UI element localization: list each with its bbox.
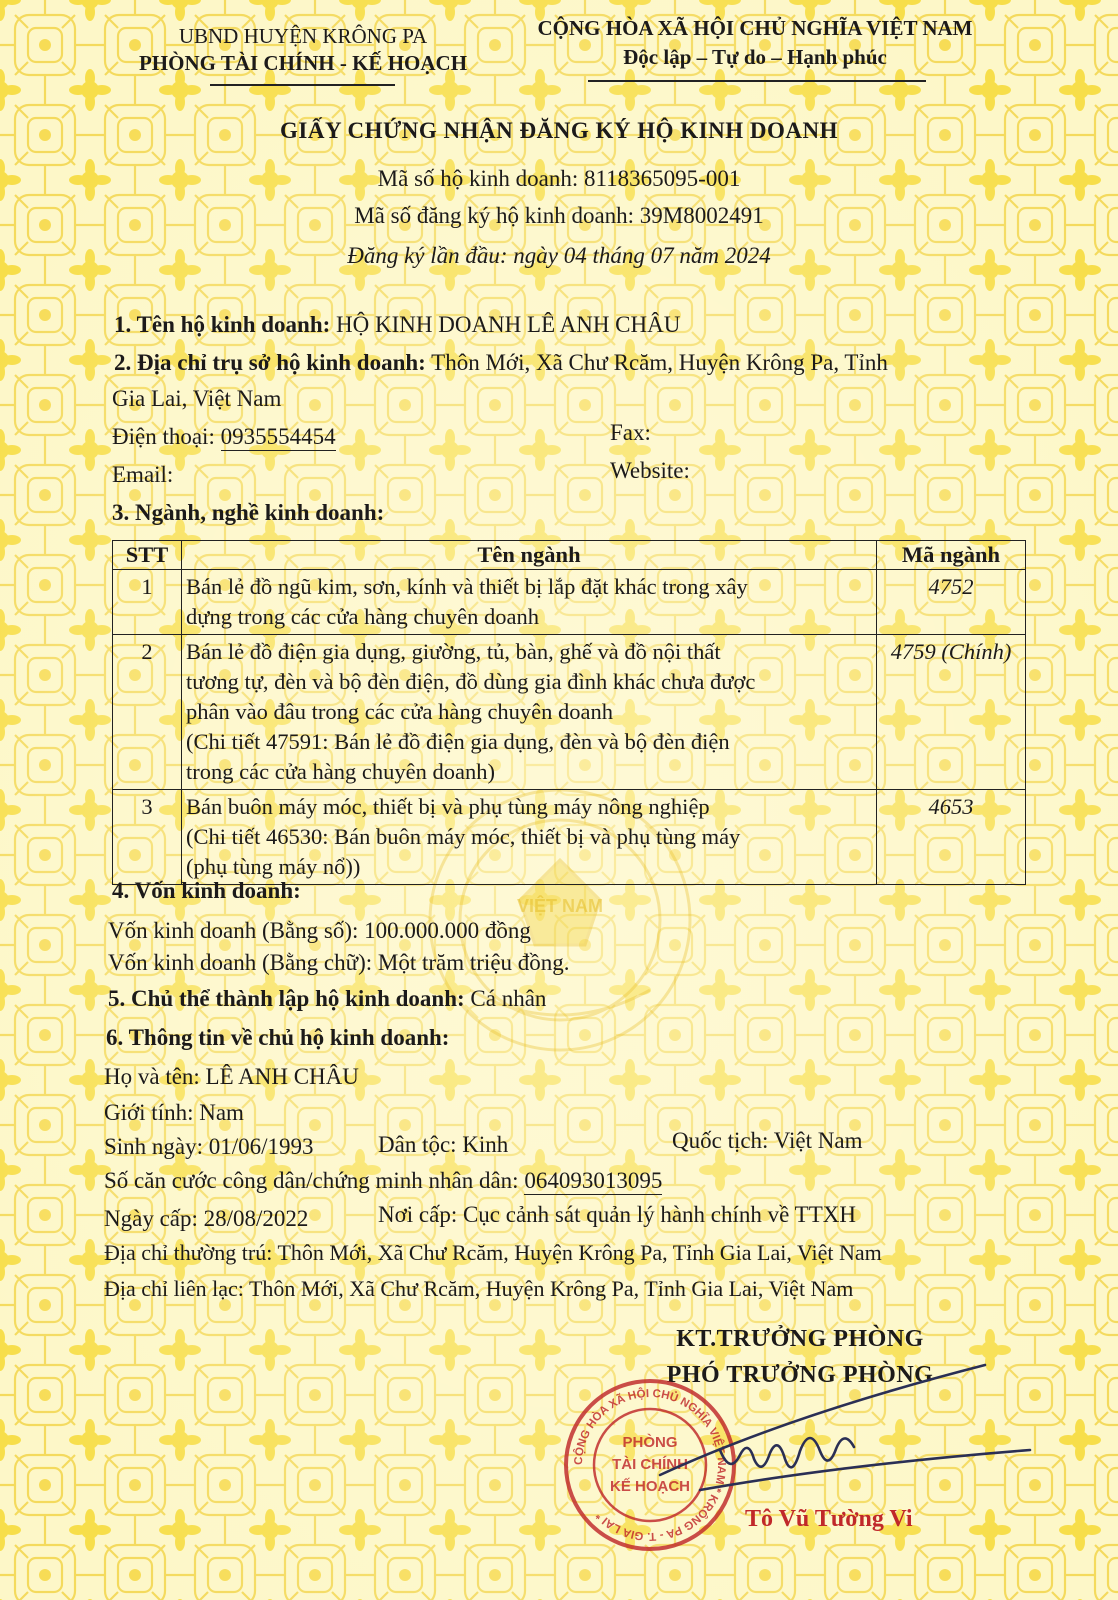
business-name-row [114,312,680,338]
row-name-line: Bán lẻ đồ điện gia dụng, giường, tủ, bàn, ghế và đồ nội thất [186,639,721,664]
row-code: 4752 [877,570,1026,635]
founder-type-value: Cá nhân [470,986,547,1011]
signer-title-2: PHÓ TRƯỞNG PHÒNG [666,1362,934,1388]
issuer-department: PHÒNG TÀI CHÍNH - KẾ HOẠCH [138,51,468,75]
table-row [113,790,1026,885]
address-label: 2. Địa chỉ trụ sở hộ kinh doanh: [114,350,426,375]
address-row [114,350,888,376]
website-label: Website: [610,458,690,483]
row-name [182,635,877,790]
row-code: 4759 (Chính) [877,635,1026,790]
row-stt: 1 [113,570,182,635]
table-header-row [113,541,1026,570]
owner-id-value: 064093013095 [524,1168,663,1193]
signer-title-1: KT.TRƯỞNG PHÒNG [676,1326,924,1352]
owner-dob: Sinh ngày: 01/06/1993 [104,1134,314,1159]
capital-heading: 4. Vốn kinh doanh: [112,878,301,903]
col-code: Mã ngành [877,541,1026,570]
registration-code: Mã số đăng ký hộ kinh doanh: 39M8002491 [354,203,764,228]
row-name [182,790,877,885]
first-registration-date: Đăng ký lần đầu: ngày 04 tháng 07 năm 2024 [347,243,771,268]
business-lines-table [112,540,1026,885]
business-name-value: HỘ KINH DOANH LÊ ANH CHÂU [336,312,681,337]
table-row [113,570,1026,635]
nation-motto: Độc lập – Tự do – Hạnh phúc [623,45,887,69]
address-value-line1: Thôn Mới, Xã Chư Rcăm, Huyện Krông Pa, Tỉnh [431,350,888,375]
issuer-org [118,24,488,76]
row-stt: 3 [113,790,182,885]
stamp-line-3: KẾ HOẠCH [609,1478,691,1495]
stamp-line-1: PHÒNG [622,1434,678,1451]
owner-gender: Giới tính: Nam [104,1100,244,1125]
fax-label: Fax: [610,420,651,445]
owner-ethnicity: Dân tộc: Kinh [378,1132,509,1157]
owner-id-label: Số căn cước công dân/chứng minh nhân dân: [104,1168,519,1193]
business-code: Mã số hộ kinh doanh: 8118365095-001 [377,166,741,191]
phone-label: Điện thoại: [112,424,215,449]
capital-in-words: Vốn kinh doanh (Bằng chữ): Một trăm triệu đồng. [108,950,570,975]
phone-row [112,424,336,450]
table-row [113,635,1026,790]
business-name-label: 1. Tên hộ kinh doanh: [114,312,331,337]
owner-full-name: Họ và tên: LÊ ANH CHÂU [104,1064,359,1089]
row-name-line: tương tự, đèn và bộ đèn điện, đồ dùng gia đình khác chưa được [186,669,756,694]
col-name: Tên ngành [182,541,877,570]
row-name-line: dựng trong các cửa hàng chuyên doanh [186,604,540,629]
col-stt: STT [113,541,182,570]
watermark-text: VIỆT NAM [516,896,604,916]
stamp-line-2: TÀI CHÍNH [612,1456,688,1473]
owner-contact-address: Địa chỉ liên lạc: Thôn Mới, Xã Chư Rcăm, Huyện Krông Pa, Tỉnh Gia Lai, Việt Nam [104,1276,854,1301]
signer-name: Tô Vũ Tường Vi [745,1506,913,1532]
row-name-line: (Chi tiết 46530: Bán buôn máy móc, thiết bị và phụ tùng máy [186,824,741,849]
founder-type-row [108,986,546,1012]
row-name-line: (phụ tùng máy nổ)) [186,854,361,879]
row-name [182,570,877,635]
motto-underline [588,80,926,82]
issuer-district: UBND HUYỆN KRÔNG PA [178,24,428,48]
row-name-line: (Chi tiết 47591: Bán lẻ đồ điện gia dụng, đèn và bộ đèn điện [186,729,730,754]
owner-nationality: Quốc tịch: Việt Nam [672,1128,863,1153]
issuer-underline [210,84,395,86]
owner-id-row [104,1168,662,1194]
address-value-line2: Gia Lai, Việt Nam [112,386,282,411]
phone-value: 0935554454 [220,424,336,449]
nation-name: CỘNG HÒA XÃ HỘI CHỦ NGHĨA VIỆT NAM [537,16,973,40]
capital-in-numbers: Vốn kinh doanh (Bằng số): 100.000.000 đồng [108,918,531,943]
row-name-line: Bán buôn máy móc, thiết bị và phụ tùng máy nông nghiệp [186,794,710,819]
owner-id-issue-place: Nơi cấp: Cục cảnh sát quản lý hành chính về TTXH [378,1202,857,1227]
stamp-ring-text: CỘNG HÒA XÃ HỘI CHỦ NGHĨA VIỆT NAM * KRÔNG PA - T. GIA LAI * [572,1387,728,1543]
founder-type-label: 5. Chủ thể thành lập hộ kinh doanh: [108,986,465,1011]
handwritten-signature [640,1355,1040,1505]
national-motto [520,16,990,70]
row-stt: 2 [113,635,182,790]
row-name-line: Bán lẻ đồ ngũ kim, sơn, kính và thiết bị lắp đặt khác trong xây [186,574,748,599]
row-name-line: phân vào đâu trong các cửa hàng chuyên doanh [186,699,614,724]
business-lines-heading: 3. Ngành, nghề kinh doanh: [112,500,385,525]
owner-info-heading: 6. Thông tin về chủ hộ kinh doanh: [106,1025,450,1050]
email-label: Email: [112,462,174,487]
row-name-line: trong các cửa hàng chuyên doanh) [186,759,495,784]
owner-id-issue-date: Ngày cấp: 28/08/2022 [104,1206,309,1231]
owner-permanent-address: Địa chỉ thường trú: Thôn Mới, Xã Chư Rcăm, Huyện Krông Pa, Tỉnh Gia Lai, Việt Nam [104,1240,882,1265]
document-title: GIẤY CHỨNG NHẬN ĐĂNG KÝ HỘ KINH DOANH [280,118,838,143]
row-code: 4653 [877,790,1026,885]
